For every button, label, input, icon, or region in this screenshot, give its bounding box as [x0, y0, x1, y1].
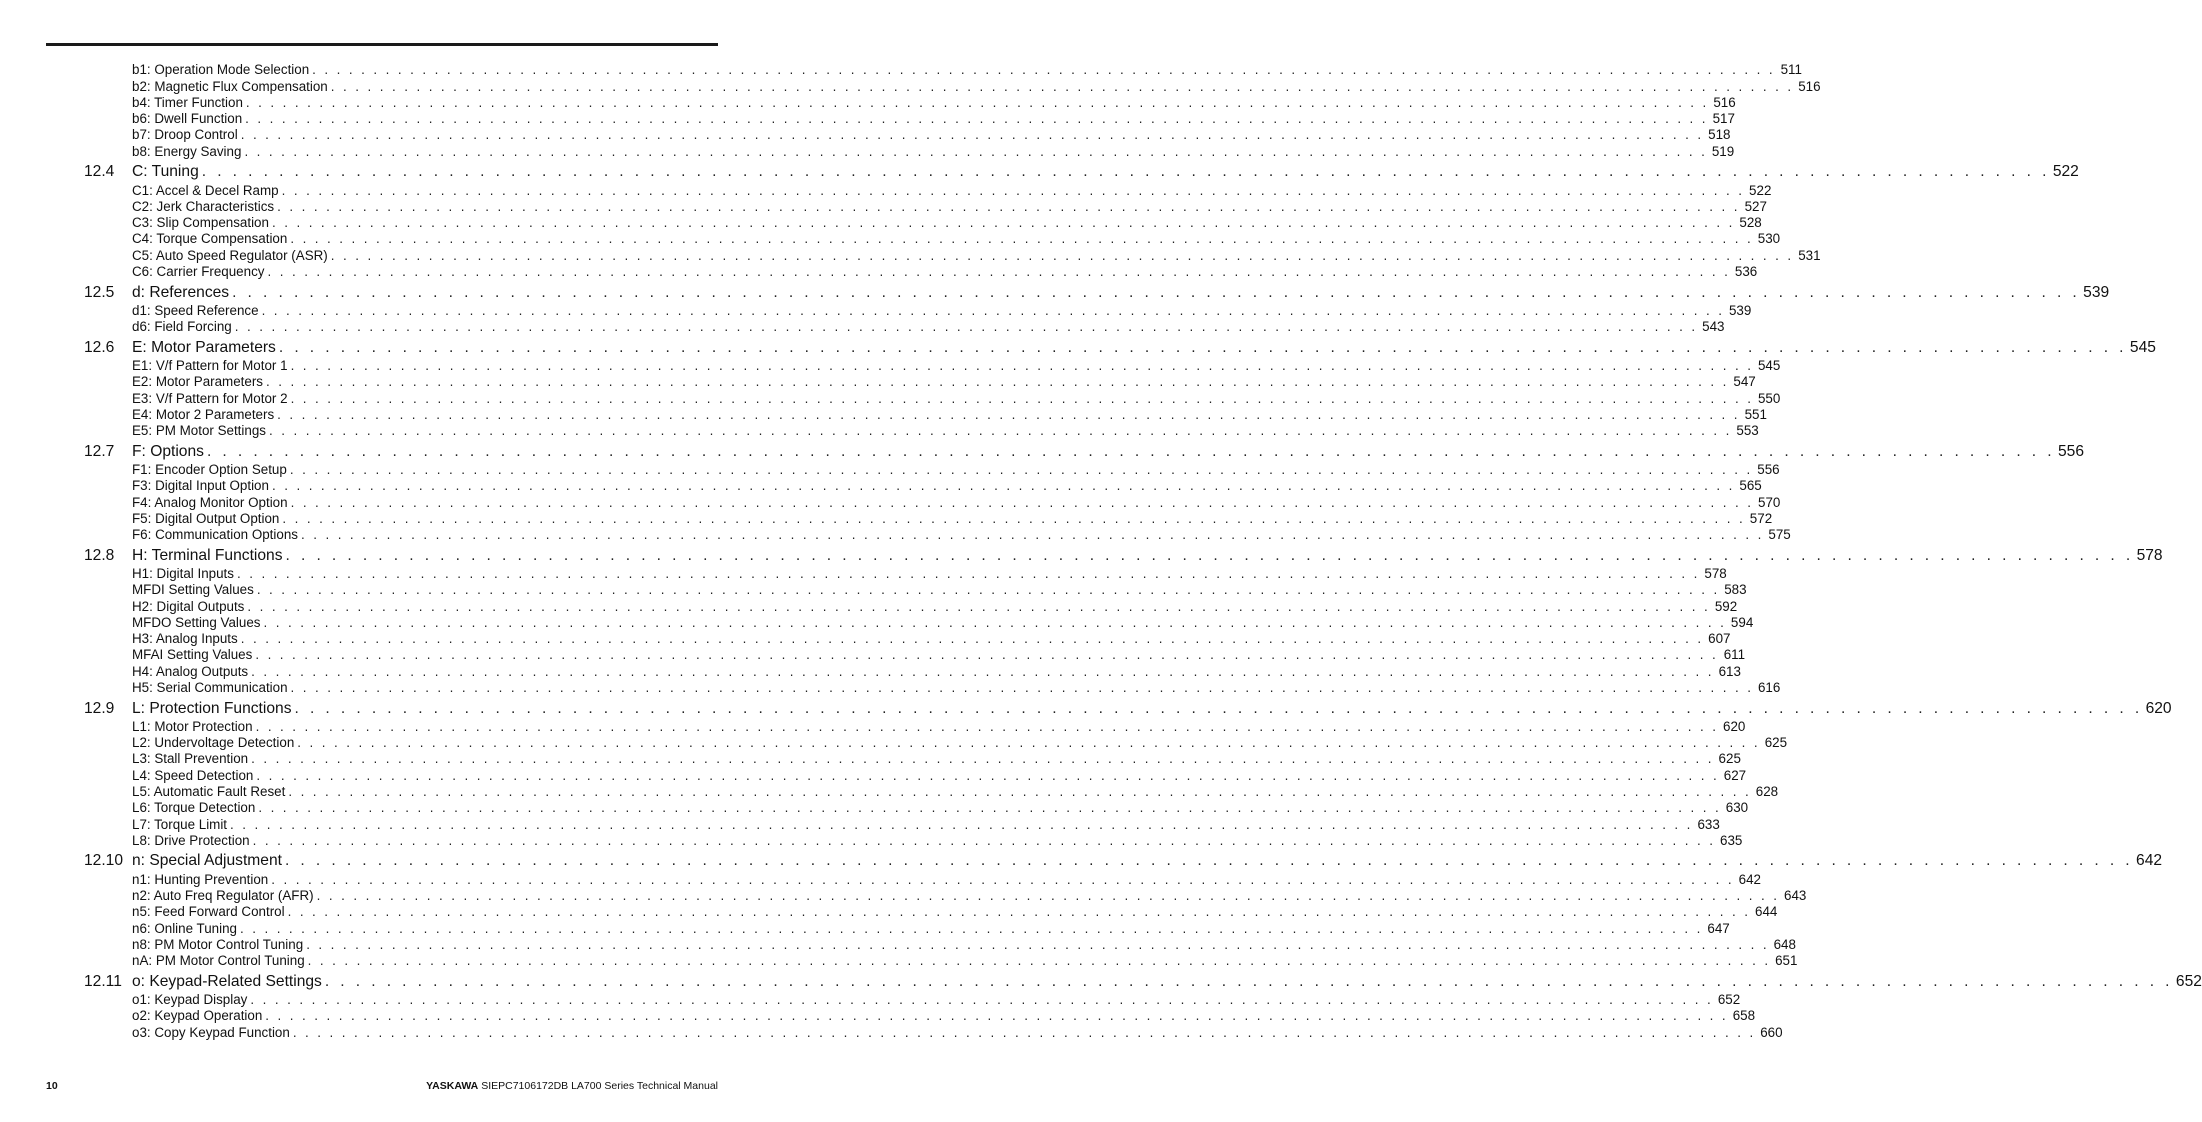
dot-leader: . . . . . . . . . . . . . . . . . . . . . . . . . . . . . . . . . . . . . . . . . . . . . . . . . . . . . . . . . . . . . . . . . . . . . . . . . . . . . . . . . . . . . . . . . . . . . . . . . . . . . . . . . . . . . . . . . . . . . . . .	[263, 614, 1727, 630]
section-number: 12.4	[84, 163, 115, 181]
entry-title: C3: Slip Compensation	[132, 215, 269, 231]
toc-subsection-entry[interactable]	[0, 904, 1778, 920]
dot-leader: . . . . . . . . . . . . . . . . . . . . . . . . . . . . . . . . . . . . . . . . . . . . . . . . . . . . . . . . . . . . . . . . . . . . . . . . . . . . . . . . . . . . . . . . . . . . . . . . . . . . . . . . . . . . . . . . . . . . . . . .	[239, 920, 1703, 936]
entry-title: C2: Jerk Characteristics	[132, 198, 275, 214]
entry-title: o1: Keypad Display	[132, 991, 248, 1007]
toc-subsection-entry[interactable]	[0, 94, 1736, 111]
dot-leader: . . . . . . . . . . . . . . . . . . . . . . . . . . . . . . . . . . . . . . . . . . . . . . . . . . . . . . . . . . . . . . . . . . . . . . . . . . . . . . . . . . . . . . . . . . . . . . . . . . . . . . . . . . . . . . . . . . . . . . . .	[297, 735, 1761, 751]
dot-leader: . . . . . . . . . . . . . . . . . . . . . . . . . . . . . . . . . . . . . . . . . . . . . . . . . . . . . . . . . . . . . . . . . . . . . . . . . . . . . . . . . . . . . . . . . . . . . . . . . . . . . . . . . . . . . . . . . . . . . . . .	[247, 598, 1711, 614]
entry-page-number: 642	[2136, 852, 2163, 870]
entry-page-number: 642	[1738, 871, 1761, 887]
toc-subsection-entry[interactable]	[0, 374, 1756, 390]
dot-leader: . . . . . . . . . . . . . . . . . . . . . . . . . . . . . . . . . . . . . . . . . . . . . . . . . . . . . . . . . . . . . . . . . . . . . . . . . . . . . . . . . . . . . . . . . . . . . . . . . . . . . . . . . . . . . . . . . . . . . . . .	[267, 264, 1731, 280]
toc-section-entry[interactable]	[0, 281, 2110, 303]
entry-page-number: 644	[1755, 904, 1778, 920]
toc-subsection-entry[interactable]	[0, 887, 1807, 904]
entry-title: L6: Torque Detection	[132, 800, 256, 816]
entry-title: n2: Auto Freq Regulator (AFR)	[132, 887, 314, 903]
dot-leader: . . . . . . . . . . . . . . . . . . . . . . . . . . . . . . . . . . . . . . . . . . . . . . . . . . . . . . . . . . . . . . . . . . . . . . . . . . . . . . . . . . . . . . . . . . . . . . . . . . . . . . . . . . . . . . . . . . . . . . . .	[236, 565, 1700, 581]
entry-title: C1: Accel & Decel Ramp	[132, 182, 279, 198]
entry-page-number: 570	[1758, 494, 1781, 510]
toc-subsection-entry[interactable]	[0, 663, 1741, 679]
entry-page-number: 545	[2129, 338, 2156, 356]
toc-subsection-entry[interactable]	[0, 1024, 1783, 1040]
header-rule	[46, 43, 718, 46]
dot-leader: . . . . . . . . . . . . . . . . . . . . . . . . . . . . . . . . . . . . . . . . . . . . . . . . . . . . . . . . . . . . . . . . . . . . . . . . . . . . . . . . . . . . . . . . . . . . . . . . . . . . . . . . . . . . . . . . . . . . . . . .	[245, 111, 1708, 127]
entry-page-number: 518	[1708, 127, 1731, 143]
entry-page-number: 536	[1734, 264, 1758, 280]
entry-title: n1: Hunting Prevention	[132, 871, 269, 887]
toc-subsection-entry[interactable]	[0, 319, 1725, 335]
entry-title: b7: Droop Control	[132, 127, 238, 143]
toc-subsection-entry[interactable]	[0, 182, 1772, 198]
entry-title: C4: Torque Compensation	[132, 231, 288, 247]
entry-title: E3: V/f Pattern for Motor 2	[132, 390, 288, 406]
dot-leader: . . . . . . . . . . . . . . . . . . . . . . . . . . . . . . . . . . . . . . . . . . . . . . . . . . . . . . . . . . . . . . . . . . . . . . . . . . . . . . . . . . . . . . . . . . . . . . . . . . . . . . . . . . . . . . . . . . . . . . . .	[258, 800, 1722, 816]
entry-page-number: 543	[1702, 319, 1725, 335]
section-number: 12.9	[84, 699, 115, 717]
toc-subsection-entry[interactable]	[0, 357, 1781, 374]
toc-subsection-entry[interactable]	[0, 751, 1741, 767]
entry-page-number: 565	[1739, 478, 1762, 494]
entry-page-number: 625	[1718, 751, 1741, 767]
dot-leader: . . . . . . . . . . . . . . . . . . . . . . . . . . . . . . . . . . . . . . . . . . . . . . . . . . . . . . . . . . . . . . . . . . . . . . . . . . . . . . . . . . . . . . . . . . . . . . . . . . . . . . . . . . . . . . . . . . . . . . . .	[290, 390, 1754, 406]
toc-section-entry[interactable]	[0, 850, 2163, 872]
entry-page-number: 578	[1704, 565, 1727, 581]
entry-title: MFDI Setting Values	[132, 582, 254, 598]
entry-page-number: 527	[1744, 198, 1767, 214]
toc-section-entry[interactable]	[0, 970, 2202, 992]
dot-leader: . . . . . . . . . . . . . . . . . . . . . . . . . . . . . . . . . . . . . . . . . . . . . . . . . . . . . . . . . . . . . . . . . . . . . . . . . . . . . . . . . . . . . . . . . . . . . . . . . . . . . . . . . . . . . . . . . . . . . . . .	[268, 423, 1732, 439]
toc-subsection-entry[interactable]	[0, 478, 1762, 494]
entry-page-number: 628	[1755, 783, 1779, 799]
dot-leader: . . . . . . . . . . . . . . . . . . . . . . . . . . . . . . . . . . . . . . . . . . . . . . . . . . . . . . . . . . . . . . . . . . . . . . . . . . . . . . . . . . . . . . . . . . . . . . . . . . . . . . . . . . . . . . . . . . . . . . . .	[206, 442, 2055, 460]
entry-page-number: 651	[1775, 953, 1798, 969]
toc-section-entry[interactable]	[0, 697, 2172, 719]
toc-section-entry[interactable]	[0, 544, 2163, 566]
toc-subsection-entry[interactable]	[0, 565, 1727, 582]
entry-title: L4: Speed Detection	[132, 767, 254, 783]
toc-subsection-entry[interactable]	[0, 936, 1796, 953]
entry-page-number: 627	[1723, 767, 1747, 783]
dot-leader: . . . . . . . . . . . . . . . . . . . . . . . . . . . . . . . . . . . . . . . . . . . . . . . . . . . . . . . . . . . . . . . . . . . . . . . . . . . . . . . . . . . . . . . . . . . . . . . . . . . . . . . . . . . . . . . . . . . . . . . .	[300, 527, 1764, 543]
entry-title: C6: Carrier Frequency	[132, 264, 265, 280]
toc-subsection-entry[interactable]	[0, 510, 1773, 527]
entry-title: L1: Motor Protection	[132, 718, 253, 734]
toc-subsection-entry[interactable]	[0, 816, 1720, 832]
toc-subsection-entry[interactable]	[0, 783, 1779, 800]
entry-title: b2: Magnetic Flux Compensation	[132, 78, 328, 94]
toc-subsection-entry[interactable]	[0, 111, 1735, 127]
entry-title: E1: V/f Pattern for Motor 1	[132, 357, 288, 373]
toc-subsection-entry[interactable]	[0, 582, 1747, 598]
entry-title: H3: Analog Inputs	[132, 631, 238, 647]
entry-page-number: 620	[2145, 699, 2172, 717]
entry-title: E5: PM Motor Settings	[132, 423, 266, 439]
dot-leader: . . . . . . . . . . . . . . . . . . . . . . . . . . . . . . . . . . . . . . . . . . . . . . . . . . . . . . . . . . . . . . . . . . . . . . . . . . . . . . . . . . . . . . . . . . . . . . . . . . . . . . . . . . . . . . . . . . . . . . . .	[277, 198, 1740, 214]
entry-title: L7: Torque Limit	[132, 816, 228, 832]
entry-page-number: 539	[2083, 283, 2110, 301]
dot-leader: . . . . . . . . . . . . . . . . . . . . . . . . . . . . . . . . . . . . . . . . . . . . . . . . . . . . . . . . . . . . . . . . . . . . . . . . . . . . . . . . . . . . . . . . . . . . . . . . . . . . . . . . . . . . . . . . . . . . . . . .	[250, 991, 1714, 1007]
entry-page-number: 658	[1732, 1008, 1756, 1024]
toc-subsection-entry[interactable]	[0, 143, 1735, 159]
entry-page-number: 643	[1784, 887, 1807, 903]
dot-leader: . . . . . . . . . . . . . . . . . . . . . . . . . . . . . . . . . . . . . . . . . . . . . . . . . . . . . . . . . . . . . . . . . . . . . . . . . . . . . . . . . . . . . . . . . . . . . . . . . . . . . . . . . . . . . . . . . . . . . . . .	[234, 319, 1698, 335]
dot-leader: . . . . . . . . . . . . . . . . . . . . . . . . . . . . . . . . . . . . . . . . . . . . . . . . . . . . . . . . . . . . . . . . . . . . . . . . . . . . . . . . . . . . . . . . . . . . . . . . . . . . . . . . . . . . . . . . . . . . . . . .	[261, 302, 1725, 318]
table-of-contents	[0, 62, 2202, 1041]
toc-subsection-entry[interactable]	[0, 461, 1780, 478]
toc-subsection-entry[interactable]	[0, 871, 1761, 887]
entry-title: F3: Digital Input Option	[132, 478, 269, 494]
entry-title: L8: Drive Protection	[132, 832, 250, 848]
entry-title: H5: Serial Communication	[132, 680, 288, 695]
entry-page-number: 648	[1773, 936, 1796, 952]
toc-subsection-entry[interactable]	[0, 647, 1746, 663]
dot-leader: . . . . . . . . . . . . . . . . . . . . . . . . . . . . . . . . . . . . . . . . . . . . . . . . . . . . . . . . . . . . . . . . . . . . . . . . . . . . . . . . . . . . . . . . . . . . . . . . . . . . . . . . . . . . . . . . . . . . . . . .	[285, 546, 2134, 564]
dot-leader: . . . . . . . . . . . . . . . . . . . . . . . . . . . . . . . . . . . . . . . . . . . . . . . . . . . . . . . . . . . . . . . . . . . . . . . . . . . . . . . . . . . . . . . . . . . . . . . . . . . . . . . . . . . . . . . . . . . . . . . .	[290, 231, 1754, 247]
entry-title: L: Protection Functions	[132, 699, 292, 717]
footer-manual-name: SIEPC7106172DB LA700 Series Technical Manual	[481, 1080, 718, 1092]
dot-leader: . . . . . . . . . . . . . . . . . . . . . . . . . . . . . . . . . . . . . . . . . . . . . . . . . . . . . . . . . . . . . . . . . . . . . . . . . . . . . . . . . . . . . . . . . . . . . . . . . . . . . . . . . . . . . . . . . . . . . . . .	[290, 494, 1754, 510]
entry-page-number: 578	[2136, 546, 2163, 564]
entry-title: b4: Timer Function	[132, 94, 243, 110]
entry-page-number: 583	[1724, 582, 1747, 598]
entry-title: F: Options	[132, 442, 204, 460]
section-number: 12.11	[84, 972, 122, 990]
dot-leader: . . . . . . . . . . . . . . . . . . . . . . . . . . . . . . . . . . . . . . . . . . . . . . . . . . . . . . . . . . . . . . . . . . . . . . . . . . . . . . . . . . . . . . . . . . . . . . . . . . . . . . . . . . . . . . . . . . . . . . . .	[307, 953, 1771, 969]
footer-brand: YASKAWA	[426, 1080, 479, 1092]
dot-leader: . . . . . . . . . . . . . . . . . . . . . . . . . . . . . . . . . . . . . . . . . . . . . . . . . . . . . . . . . . . . . . . . . . . . . . . . . . . . . . . . . . . . . . . . . . . . . . . . . . . . . . . . . . . . . . . . . . . . . . . .	[256, 767, 1720, 783]
footer-page-number: 10	[46, 1080, 58, 1092]
dot-leader: . . . . . . . . . . . . . . . . . . . . . . . . . . . . . . . . . . . . . . . . . . . . . . . . . . . . . . . . . . . . . . . . . . . . . . . . . . . . . . . . . . . . . . . . . . . . . . . . . . . . . . . . . . . . . . . . . . . . . . . .	[256, 582, 1720, 598]
entry-page-number: 611	[1723, 647, 1746, 663]
entry-page-number: 522	[1749, 182, 1772, 198]
entry-page-number: 594	[1730, 614, 1754, 630]
entry-title: d: References	[132, 283, 230, 301]
entry-title: n8: PM Motor Control Tuning	[132, 936, 304, 952]
dot-leader: . . . . . . . . . . . . . . . . . . . . . . . . . . . . . . . . . . . . . . . . . . . . . . . . . . . . . . . . . . . . . . . . . . . . . . . . . . . . . . . . . . . . . . . . . . . . . . . . . . . . . . . . . . . . . . . . . . . . . . . .	[251, 663, 1714, 679]
entry-title: b8: Energy Saving	[132, 143, 242, 159]
entry-page-number: 556	[1757, 461, 1780, 477]
toc-subsection-entry[interactable]	[0, 231, 1781, 247]
entry-page-number: 633	[1697, 816, 1720, 832]
footer-manual-title	[426, 1080, 718, 1092]
dot-leader: . . . . . . . . . . . . . . . . . . . . . . . . . . . . . . . . . . . . . . . . . . . . . . . . . . . . . . . . . . . . . . . . . . . . . . . . . . . . . . . . . . . . . . . . . . . . . . . . . . . . . . . . . . . . . . . . . . . . . . . .	[289, 461, 1753, 477]
section-number: 12.5	[84, 283, 115, 301]
entry-title: E4: Motor 2 Parameters	[132, 406, 275, 422]
dot-leader: . . . . . . . . . . . . . . . . . . . . . . . . . . . . . . . . . . . . . . . . . . . . . . . . . . . . . . . . . . . . . . . . . . . . . . . . . . . . . . . . . . . . . . . . . . . . . . . . . . . . . . . . . . . . . . . . . . . . . . . .	[330, 247, 1794, 263]
entry-page-number: 575	[1768, 527, 1791, 543]
entry-title: o2: Keypad Operation	[132, 1008, 263, 1024]
dot-leader: . . . . . . . . . . . . . . . . . . . . . . . . . . . . . . . . . . . . . . . . . . . . . . . . . . . . . . . . . . . . . . . . . . . . . . . . . . . . . . . . . . . . . . . . . . . . . . . . . . . . . . . . . . . . . . . . . . . . . . . .	[282, 510, 1746, 526]
dot-leader: . . . . . . . . . . . . . . . . . . . . . . . . . . . . . . . . . . . . . . . . . . . . . . . . . . . . . . . . . . . . . . . . . . . . . . . . . . . . . . . . . . . . . . . . . . . . . . . . . . . . . . . . . . . . . . . . . . . . . . . .	[240, 631, 1704, 647]
section-number: 12.6	[84, 338, 115, 356]
entry-title: F5: Digital Output Option	[132, 510, 280, 526]
entry-title: H4: Analog Outputs	[132, 663, 249, 679]
entry-page-number: 516	[1798, 78, 1821, 94]
dot-leader: . . . . . . . . . . . . . . . . . . . . . . . . . . . . . . . . . . . . . . . . . . . . . . . . . . . . . . . . . . . . . . . . . . . . . . . . . . . . . . . . . . . . . . . . . . . . . . . . . . . . . . . . . . . . . . . . . . . . . . . .	[271, 871, 1734, 887]
toc-subsection-entry[interactable]	[0, 991, 1741, 1008]
entry-page-number: 607	[1708, 631, 1731, 647]
toc-subsection-entry[interactable]	[0, 247, 1821, 263]
entry-title: F6: Communication Options	[132, 527, 298, 543]
dot-leader: . . . . . . . . . . . . . . . . . . . . . . . . . . . . . . . . . . . . . . . . . . . . . . . . . . . . . . . . . . . . . . . . . . . . . . . . . . . . . . . . . . . . . . . . . . . . . . . . . . . . . . . . . . . . . . . . . . . . . . . .	[271, 215, 1735, 231]
entry-title: o3: Copy Keypad Function	[132, 1024, 290, 1040]
dot-leader: . . . . . . . . . . . . . . . . . . . . . . . . . . . . . . . . . . . . . . . . . . . . . . . . . . . . . . . . . . . . . . . . . . . . . . . . . . . . . . . . . . . . . . . . . . . . . . . . . . . . . . . . . . . . . . . . . . . . . . . .	[232, 283, 2081, 301]
dot-leader: . . . . . . . . . . . . . . . . . . . . . . . . . . . . . . . . . . . . . . . . . . . . . . . . . . . . . . . . . . . . . . . . . . . . . . . . . . . . . . . . . . . . . . . . . . . . . . . . . . . . . . . . . . . . . . . . . . . . . . . .	[287, 904, 1751, 920]
section-number: 12.8	[84, 546, 115, 564]
toc-section-entry[interactable]	[0, 161, 2079, 183]
toc-subsection-entry[interactable]	[0, 598, 1738, 614]
toc-subsection-entry[interactable]	[0, 215, 1762, 231]
entry-title: L3: Stall Prevention	[132, 751, 249, 767]
entry-title: H1: Digital Inputs	[132, 565, 234, 581]
toc-subsection-entry[interactable]	[0, 920, 1730, 936]
entry-page-number: 572	[1749, 510, 1773, 526]
entry-page-number: 539	[1728, 302, 1752, 318]
toc-subsection-entry[interactable]	[0, 406, 1767, 423]
toc-section-entry[interactable]	[0, 440, 2085, 462]
toc-subsection-entry[interactable]	[0, 264, 1758, 280]
entry-title: n5: Feed Forward Control	[132, 904, 285, 920]
dot-leader: . . . . . . . . . . . . . . . . . . . . . . . . . . . . . . . . . . . . . . . . . . . . . . . . . . . . . . . . . . . . . . . . . . . . . . . . . . . . . . . . . . . . . . . . . . . . . . . . . . . . . . . . . . . . . . . . . . . . . . . .	[244, 143, 1708, 159]
toc-subsection-entry[interactable]	[0, 127, 1731, 143]
entry-page-number: 519	[1711, 143, 1735, 159]
entry-title: d6: Field Forcing	[132, 319, 232, 335]
toc-subsection-entry[interactable]	[0, 800, 1749, 816]
toc-subsection-entry[interactable]	[0, 1008, 1756, 1024]
entry-page-number: 635	[1720, 832, 1743, 848]
entry-page-number: 556	[2058, 442, 2085, 460]
entry-title: nA: PM Motor Control Tuning	[132, 953, 305, 969]
dot-leader: . . . . . . . . . . . . . . . . . . . . . . . . . . . . . . . . . . . . . . . . . . . . . . . . . . . . . . . . . . . . . . . . . . . . . . . . . . . . . . . . . . . . . . . . . . . . . . . . . . . . . . . . . . . . . . . . . . . . . . . .	[251, 751, 1714, 767]
entry-title: C: Tuning	[132, 163, 199, 181]
entry-page-number: 647	[1707, 920, 1730, 936]
entry-page-number: 553	[1736, 423, 1759, 439]
toc-subsection-entry[interactable]	[0, 718, 1746, 735]
entry-title: E: Motor Parameters	[132, 338, 276, 356]
entry-title: H2: Digital Outputs	[132, 598, 245, 614]
toc-subsection-entry[interactable]	[0, 198, 1767, 215]
entry-page-number: 516	[1713, 94, 1736, 110]
dot-leader: . . . . . . . . . . . . . . . . . . . . . . . . . . . . . . . . . . . . . . . . . . . . . . . . . . . . . . . . . . . . . . . . . . . . . . . . . . . . . . . . . . . . . . . . . . . . . . . . . . . . . . . . . . . . . . . . . . . . . . . .	[271, 478, 1735, 494]
entry-page-number: 660	[1760, 1024, 1783, 1040]
toc-subsection-entry[interactable]	[0, 953, 1798, 969]
dot-leader: . . . . . . . . . . . . . . . . . . . . . . . . . . . . . . . . . . . . . . . . . . . . . . . . . . . . . . . . . . . . . . . . . . . . . . . . . . . . . . . . . . . . . . . . . . . . . . . . . . . . . . . . . . . . . . . . . . . . . . . .	[316, 887, 1780, 903]
dot-leader: . . . . . . . . . . . . . . . . . . . . . . . . . . . . . . . . . . . . . . . . . . . . . . . . . . . . . . . . . . . . . . . . . . . . . . . . . . . . . . . . . . . . . . . . . . . . . . . . . . . . . . . . . . . . . . . . . . . . . . . .	[230, 816, 1693, 832]
dot-leader: . . . . . . . . . . . . . . . . . . . . . . . . . . . . . . . . . . . . . . . . . . . . . . . . . . . . . . . . . . . . . . . . . . . . . . . . . . . . . . . . . . . . . . . . . . . . . . . . . . . . . . . . . . . . . . . . . . . . . . . .	[306, 936, 1769, 952]
entry-page-number: 613	[1718, 663, 1741, 679]
entry-page-number: 531	[1798, 247, 1821, 263]
entry-page-number: 528	[1739, 215, 1762, 231]
entry-title: o: Keypad-Related Settings	[132, 972, 322, 990]
dot-leader: . . . . . . . . . . . . . . . . . . . . . . . . . . . . . . . . . . . . . . . . . . . . . . . . . . . . . . . . . . . . . . . . . . . . . . . . . . . . . . . . . . . . . . . . . . . . . . . . . . . . . . . . . . . . . . . . . . . . . . . .	[330, 78, 1794, 94]
entry-title: L5: Automatic Fault Reset	[132, 783, 286, 799]
dot-leader: . . . . . . . . . . . . . . . . . . . . . . . . . . . . . . . . . . . . . . . . . . . . . . . . . . . . . . . . . . . . . . . . . . . . . . . . . . . . . . . . . . . . . . . . . . . . . . . . . . . . . . . . . . . . . . . . . . . . . . . .	[290, 680, 1754, 695]
toc-subsection-entry[interactable]	[0, 832, 1743, 849]
entry-title: F1: Encoder Option Setup	[132, 461, 287, 477]
entry-page-number: 620	[1723, 718, 1746, 734]
toc-subsection-entry[interactable]	[0, 62, 1802, 78]
entry-page-number: 530	[1757, 231, 1781, 247]
entry-title: d1: Speed Reference	[132, 302, 259, 318]
dot-leader: . . . . . . . . . . . . . . . . . . . . . . . . . . . . . . . . . . . . . . . . . . . . . . . . . . . . . . . . . . . . . . . . . . . . . . . . . . . . . . . . . . . . . . . . . . . . . . . . . . . . . . . . . . . . . . . . . . . . . . . .	[290, 357, 1754, 373]
entry-title: F4: Analog Monitor Option	[132, 494, 288, 510]
entry-page-number: 652	[2175, 972, 2202, 990]
entry-title: C5: Auto Speed Regulator (ASR)	[132, 247, 328, 263]
dot-leader: . . . . . . . . . . . . . . . . . . . . . . . . . . . . . . . . . . . . . . . . . . . . . . . . . . . . . . . . . . . . . . . . . . . . . . . . . . . . . . . . . . . . . . . . . . . . . . . . . . . . . . . . . . . . . . . . . . . . . . . .	[240, 127, 1704, 143]
entry-title: n: Special Adjustment	[132, 852, 282, 870]
toc-subsection-entry[interactable]	[0, 631, 1731, 647]
entry-page-number: 616	[1757, 680, 1781, 695]
dot-leader: . . . . . . . . . . . . . . . . . . . . . . . . . . . . . . . . . . . . . . . . . . . . . . . . . . . . . . . . . . . . . . . . . . . . . . . . . . . . . . . . . . . . . . . . . . . . . . . . . . . . . . . . . . . . . . . . . . . . . . . .	[277, 406, 1740, 422]
entry-page-number: 630	[1725, 800, 1749, 816]
entry-title: L2: Undervoltage Detection	[132, 735, 295, 751]
entry-page-number: 522	[2052, 163, 2079, 181]
dot-leader: . . . . . . . . . . . . . . . . . . . . . . . . . . . . . . . . . . . . . . . . . . . . . . . . . . . . . . . . . . . . . . . . . . . . . . . . . . . . . . . . . . . . . . . . . . . . . . . . . . . . . . . . . . . . . . . . . . . . . . . .	[284, 852, 2134, 870]
dot-leader: . . . . . . . . . . . . . . . . . . . . . . . . . . . . . . . . . . . . . . . . . . . . . . . . . . . . . . . . . . . . . . . . . . . . . . . . . . . . . . . . . . . . . . . . . . . . . . . . . . . . . . . . . . . . . . . . . . . . . . . .	[265, 374, 1729, 390]
toc-subsection-entry[interactable]	[0, 302, 1752, 319]
toc-subsection-entry[interactable]	[0, 614, 1754, 631]
dot-leader: . . . . . . . . . . . . . . . . . . . . . . . . . . . . . . . . . . . . . . . . . . . . . . . . . . . . . . . . . . . . . . . . . . . . . . . . . . . . . . . . . . . . . . . . . . . . . . . . . . . . . . . . . . . . . . . . . . . . . . . .	[278, 338, 2127, 356]
entry-page-number: 517	[1712, 111, 1735, 127]
dot-leader: . . . . . . . . . . . . . . . . . . . . . . . . . . . . . . . . . . . . . . . . . . . . . . . . . . . . . . . . . . . . . . . . . . . . . . . . . . . . . . . . . . . . . . . . . . . . . . . . . . . . . . . . . . . . . . . . . . . . . . . .	[294, 699, 2143, 717]
toc-subsection-entry[interactable]	[0, 423, 1759, 439]
dot-leader: . . . . . . . . . . . . . . . . . . . . . . . . . . . . . . . . . . . . . . . . . . . . . . . . . . . . . . . . . . . . . . . . . . . . . . . . . . . . . . . . . . . . . . . . . . . . . . . . . . . . . . . . . . . . . . . . . . . . . . . .	[252, 832, 1716, 848]
dot-leader: . . . . . . . . . . . . . . . . . . . . . . . . . . . . . . . . . . . . . . . . . . . . . . . . . . . . . . . . . . . . . . . . . . . . . . . . . . . . . . . . . . . . . . . . . . . . . . . . . . . . . . . . . . . . . . . . . . . . . . . .	[324, 972, 2173, 990]
entry-title: n6: Online Tuning	[132, 920, 237, 936]
toc-section-entry[interactable]	[0, 336, 2156, 358]
dot-leader: . . . . . . . . . . . . . . . . . . . . . . . . . . . . . . . . . . . . . . . . . . . . . . . . . . . . . . . . . . . . . . . . . . . . . . . . . . . . . . . . . . . . . . . . . . . . . . . . . . . . . . . . . . . . . . . . . . . . . . . .	[255, 718, 1719, 734]
entry-page-number: 547	[1733, 374, 1756, 390]
dot-leader: . . . . . . . . . . . . . . . . . . . . . . . . . . . . . . . . . . . . . . . . . . . . . . . . . . . . . . . . . . . . . . . . . . . . . . . . . . . . . . . . . . . . . . . . . . . . . . . . . . . . . . . . . . . . . . . . . . . . . . . .	[292, 1024, 1756, 1040]
dot-leader: . . . . . . . . . . . . . . . . . . . . . . . . . . . . . . . . . . . . . . . . . . . . . . . . . . . . . . . . . . . . . . . . . . . . . . . . . . . . . . . . . . . . . . . . . . . . . . . . . . . . . . . . . . . . . . . . . . . . . . . .	[265, 1008, 1729, 1024]
entry-page-number: 625	[1764, 735, 1788, 751]
entry-title: b6: Dwell Function	[132, 111, 243, 127]
toc-subsection-entry[interactable]	[0, 494, 1781, 510]
entry-page-number: 652	[1717, 991, 1741, 1007]
section-number: 12.10	[84, 852, 124, 870]
entry-page-number: 551	[1744, 406, 1767, 422]
dot-leader: . . . . . . . . . . . . . . . . . . . . . . . . . . . . . . . . . . . . . . . . . . . . . . . . . . . . . . . . . . . . . . . . . . . . . . . . . . . . . . . . . . . . . . . . . . . . . . . . . . . . . . . . . . . . . . . . . . . . . . . .	[201, 163, 2050, 181]
toc-subsection-entry[interactable]	[0, 735, 1788, 751]
entry-title: MFAI Setting Values	[132, 647, 253, 663]
toc-subsection-entry[interactable]	[0, 767, 1747, 783]
toc-subsection-entry[interactable]	[0, 680, 1781, 696]
toc-subsection-entry[interactable]	[0, 390, 1781, 406]
dot-leader: . . . . . . . . . . . . . . . . . . . . . . . . . . . . . . . . . . . . . . . . . . . . . . . . . . . . . . . . . . . . . . . . . . . . . . . . . . . . . . . . . . . . . . . . . . . . . . . . . . . . . . . . . . . . . . . . . . . . . . . .	[281, 182, 1745, 198]
entry-page-number: 511	[1780, 62, 1802, 78]
section-number: 12.7	[84, 442, 115, 460]
toc-subsection-entry[interactable]	[0, 78, 1821, 94]
entry-title: b1: Operation Mode Selection	[132, 62, 310, 78]
entry-page-number: 545	[1757, 357, 1781, 373]
entry-title: E2: Motor Parameters	[132, 374, 263, 390]
dot-leader: . . . . . . . . . . . . . . . . . . . . . . . . . . . . . . . . . . . . . . . . . . . . . . . . . . . . . . . . . . . . . . . . . . . . . . . . . . . . . . . . . . . . . . . . . . . . . . . . . . . . . . . . . . . . . . . . . . . . . . . .	[288, 783, 1752, 799]
entry-title: H: Terminal Functions	[132, 546, 283, 564]
dot-leader: . . . . . . . . . . . . . . . . . . . . . . . . . . . . . . . . . . . . . . . . . . . . . . . . . . . . . . . . . . . . . . . . . . . . . . . . . . . . . . . . . . . . . . . . . . . . . . . . . . . . . . . . . . . . . . . . . . . . . . . .	[255, 647, 1719, 663]
dot-leader: . . . . . . . . . . . . . . . . . . . . . . . . . . . . . . . . . . . . . . . . . . . . . . . . . . . . . . . . . . . . . . . . . . . . . . . . . . . . . . . . . . . . . . . . . . . . . . . . . . . . . . . . . . . . . . . . . . . . . . . .	[312, 62, 1775, 78]
entry-title: MFDO Setting Values	[132, 614, 261, 630]
dot-leader: . . . . . . . . . . . . . . . . . . . . . . . . . . . . . . . . . . . . . . . . . . . . . . . . . . . . . . . . . . . . . . . . . . . . . . . . . . . . . . . . . . . . . . . . . . . . . . . . . . . . . . . . . . . . . . . . . . . . . . . .	[245, 94, 1709, 110]
entry-page-number: 592	[1714, 598, 1738, 614]
toc-subsection-entry[interactable]	[0, 527, 1791, 543]
entry-page-number: 550	[1757, 390, 1781, 406]
